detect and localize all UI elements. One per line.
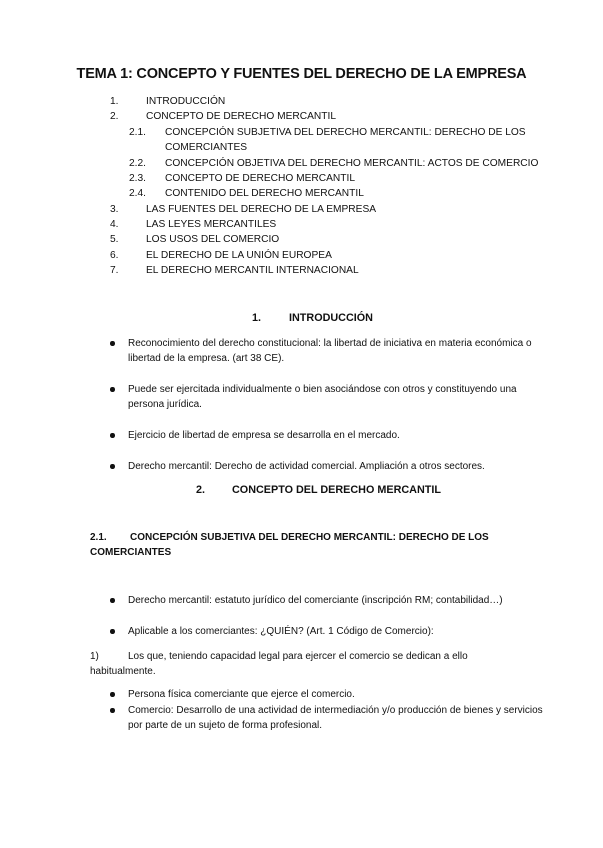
toc-item-label: INTRODUCCIÓN — [146, 96, 226, 107]
toc-item-number: 5. — [110, 234, 119, 245]
list-item — [110, 703, 550, 735]
list-item-text: Puede ser ejercitada individualmente o bien asociándose con otros y constituyendo una persona jurídica. — [128, 384, 517, 410]
subsection-number: 2.1. — [90, 532, 107, 543]
toc-item-label: EL DERECHO DE LA UNIÓN EUROPEA — [146, 250, 332, 261]
toc-item-number: 2.3. — [129, 173, 146, 184]
toc-item-number: 2.1. — [129, 127, 146, 138]
toc-item-number: 2.4. — [129, 188, 146, 199]
list-item — [110, 687, 550, 703]
section-number: 1. — [252, 312, 262, 324]
list-item-text: Aplicable a los comerciantes: ¿QUIÉN? (Art. 1 Código de Comercio): — [128, 626, 434, 637]
bullet-icon — [110, 708, 115, 713]
bullet-icon — [110, 692, 115, 697]
toc-item-label: CONCEPCIÓN SUBJETIVA DEL DERECHO MERCANTIL: DERECHO DE LOS — [165, 127, 526, 138]
subsection-heading — [90, 530, 510, 560]
list-item — [110, 593, 550, 609]
list-item-text: Comercio: Desarrollo de una actividad de intermediación y/o producción de bienes y servicios por parte de un sujeto de forma profesional. — [128, 705, 543, 731]
toc-item-number: 7. — [110, 265, 119, 276]
bullet-icon — [110, 341, 115, 346]
toc-item-number: 4. — [110, 219, 119, 230]
list-item — [110, 382, 550, 414]
section-title: INTRODUCCIÓN — [289, 312, 373, 324]
toc-item-label: COMERCIANTES — [165, 142, 248, 153]
toc-item-number: 2.2. — [129, 158, 146, 169]
numbered-item-text: Los que, teniendo capacidad legal para ejercer el comercio se dedican a ello habitualmente. — [90, 651, 468, 677]
toc-item-label: EL DERECHO MERCANTIL INTERNACIONAL — [146, 265, 359, 276]
list-item — [110, 336, 550, 368]
list-item-text: Derecho mercantil: Derecho de actividad comercial. Ampliación a otros sectores. — [128, 461, 485, 472]
list-item — [110, 428, 550, 444]
list-item — [110, 624, 550, 640]
toc-item-label: LAS FUENTES DEL DERECHO DE LA EMPRESA — [146, 204, 377, 215]
bullet-icon — [110, 387, 115, 392]
toc-item-label: CONCEPTO DE DERECHO MERCANTIL — [165, 173, 356, 184]
section-number: 2. — [196, 484, 206, 496]
list-item — [110, 459, 550, 475]
toc-item-number: 1. — [110, 96, 119, 107]
toc-item-label: LOS USOS DEL COMERCIO — [146, 234, 280, 245]
list-item-text: Derecho mercantil: estatuto jurídico del comerciante (inscripción RM; contabilidad…) — [128, 595, 503, 606]
toc-item-label: LAS LEYES MERCANTILES — [146, 219, 277, 230]
section-title: CONCEPTO DEL DERECHO MERCANTIL — [232, 484, 441, 496]
list-item-text: Reconocimiento del derecho constitucional: la libertad de iniciativa en materia económica o libertad de la empresa. (art 38 CE). — [128, 338, 532, 364]
list-item-text: Persona física comerciante que ejerce el comercio. — [128, 689, 355, 700]
bullet-icon — [110, 598, 115, 603]
list-item-text: Ejercicio de libertad de empresa se desarrolla en el mercado. — [128, 430, 400, 441]
toc-item-number: 3. — [110, 204, 119, 215]
toc-item-label: CONCEPTO DE DERECHO MERCANTIL — [146, 111, 337, 122]
document-title: TEMA 1: CONCEPTO Y FUENTES DEL DERECHO DE LA EMPRESA — [76, 66, 527, 82]
bullet-icon — [110, 433, 115, 438]
bullet-icon — [110, 629, 115, 634]
toc-item-label: CONCEPCIÓN OBJETIVA DEL DERECHO MERCANTIL: ACTOS DE COMERCIO — [165, 158, 539, 169]
bullet-icon — [110, 464, 115, 469]
numbered-item-number: 1) — [90, 651, 99, 662]
toc-item-number: 6. — [110, 250, 119, 261]
toc-item-label: CONTENIDO DEL DERECHO MERCANTIL — [165, 188, 364, 199]
subsection-title: CONCEPCIÓN SUBJETIVA DEL DERECHO MERCANTIL: DERECHO DE LOS COMERCIANTES — [90, 532, 489, 558]
toc-item-number: 2. — [110, 111, 119, 122]
